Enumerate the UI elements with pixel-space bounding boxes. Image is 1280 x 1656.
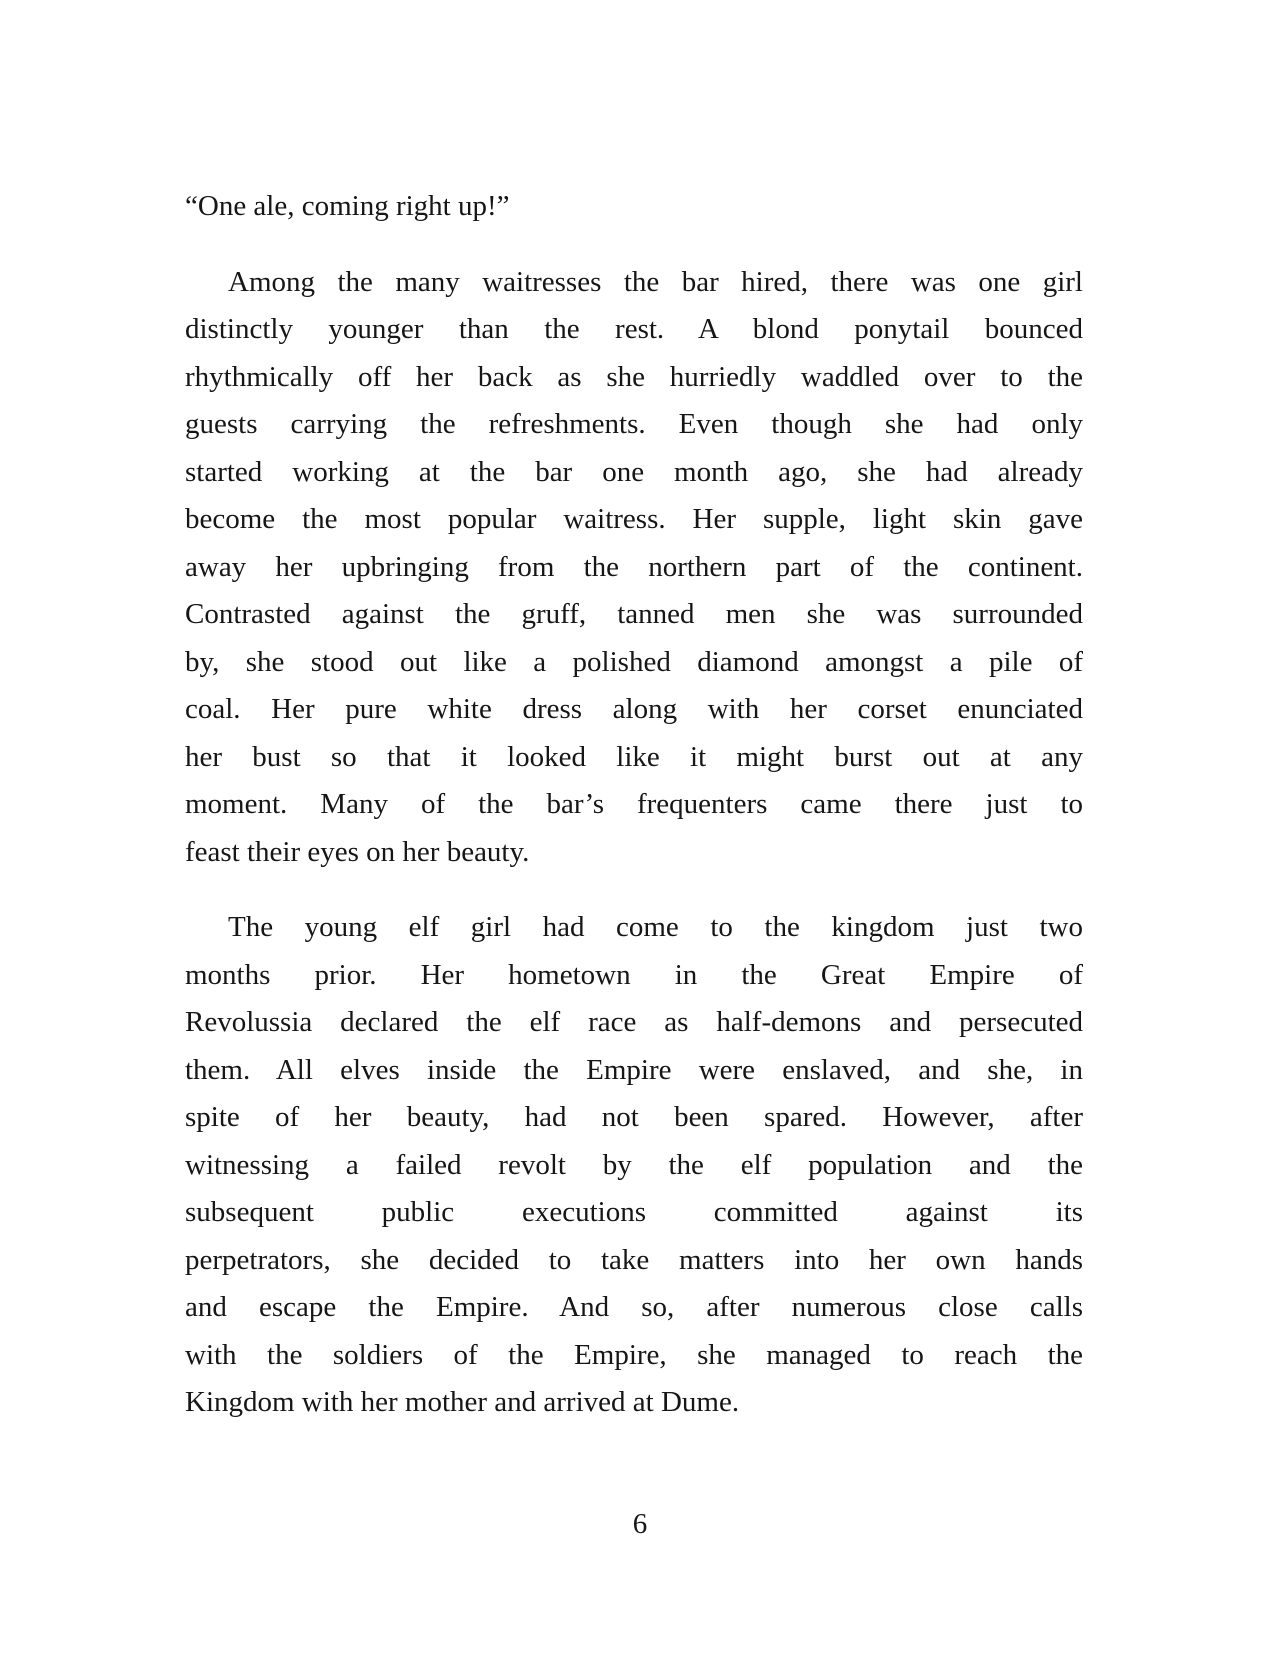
- body-text: [185, 183, 1083, 1427]
- text-line: become the most popular waitress. Her supple, light skin gave: [185, 503, 1083, 535]
- text-line: The young elf girl had come to the kingdom just two: [228, 911, 1083, 943]
- text-line: perpetrators, she decided to take matters into her own hands: [185, 1243, 1083, 1276]
- text-line: rhythmically off her back as she hurriedly waddled over to the: [185, 360, 1083, 393]
- text-line: and escape the Empire. And so, after numerous close calls: [185, 1291, 1083, 1323]
- text-line: away her upbringing from the northern part of the continent.: [185, 550, 1083, 583]
- text-line: them. All elves inside the Empire were enslaved, and she, in: [185, 1053, 1083, 1086]
- text-line: “One ale, coming right up!”: [185, 190, 510, 222]
- text-line: witnessing a failed revolt by the elf population and the: [185, 1148, 1083, 1181]
- text-line: with the soldiers of the Empire, she managed to reach the: [185, 1338, 1083, 1371]
- text-line: months prior. Her hometown in the Great Empire of: [185, 958, 1083, 991]
- text-line: guests carrying the refreshments. Even though she had only: [185, 408, 1083, 440]
- text-line: Revolussia declared the elf race as half-demons and persecuted: [185, 1006, 1083, 1038]
- paragraph: [185, 904, 1083, 1427]
- text-line: started working at the bar one month ago, she had already: [185, 455, 1083, 488]
- text-line: feast their eyes on her beauty.: [185, 835, 530, 868]
- text-line: Kingdom with her mother and arrived at Dume.: [185, 1386, 740, 1418]
- text-line: her bust so that it looked like it might burst out at any: [185, 740, 1083, 773]
- text-line: coal. Her pure white dress along with her corset enunciated: [185, 693, 1083, 725]
- text-line: by, she stood out like a polished diamond amongst a pile of: [185, 645, 1083, 678]
- page-number: 6: [632, 1508, 648, 1540]
- text-line: Contrasted against the gruff, tanned men she was surrounded: [185, 598, 1083, 630]
- text-line: spite of her beauty, had not been spared. However, after: [185, 1101, 1083, 1133]
- text-line: moment. Many of the bar’s frequenters came there just to: [185, 788, 1083, 820]
- paragraph: [185, 183, 1083, 231]
- text-line: distinctly younger than the rest. A blond ponytail bounced: [185, 313, 1083, 345]
- text-line: subsequent public executions committed against its: [185, 1196, 1083, 1228]
- paragraph: [185, 259, 1083, 877]
- text-line: Among the many waitresses the bar hired, there was one girl: [228, 265, 1083, 298]
